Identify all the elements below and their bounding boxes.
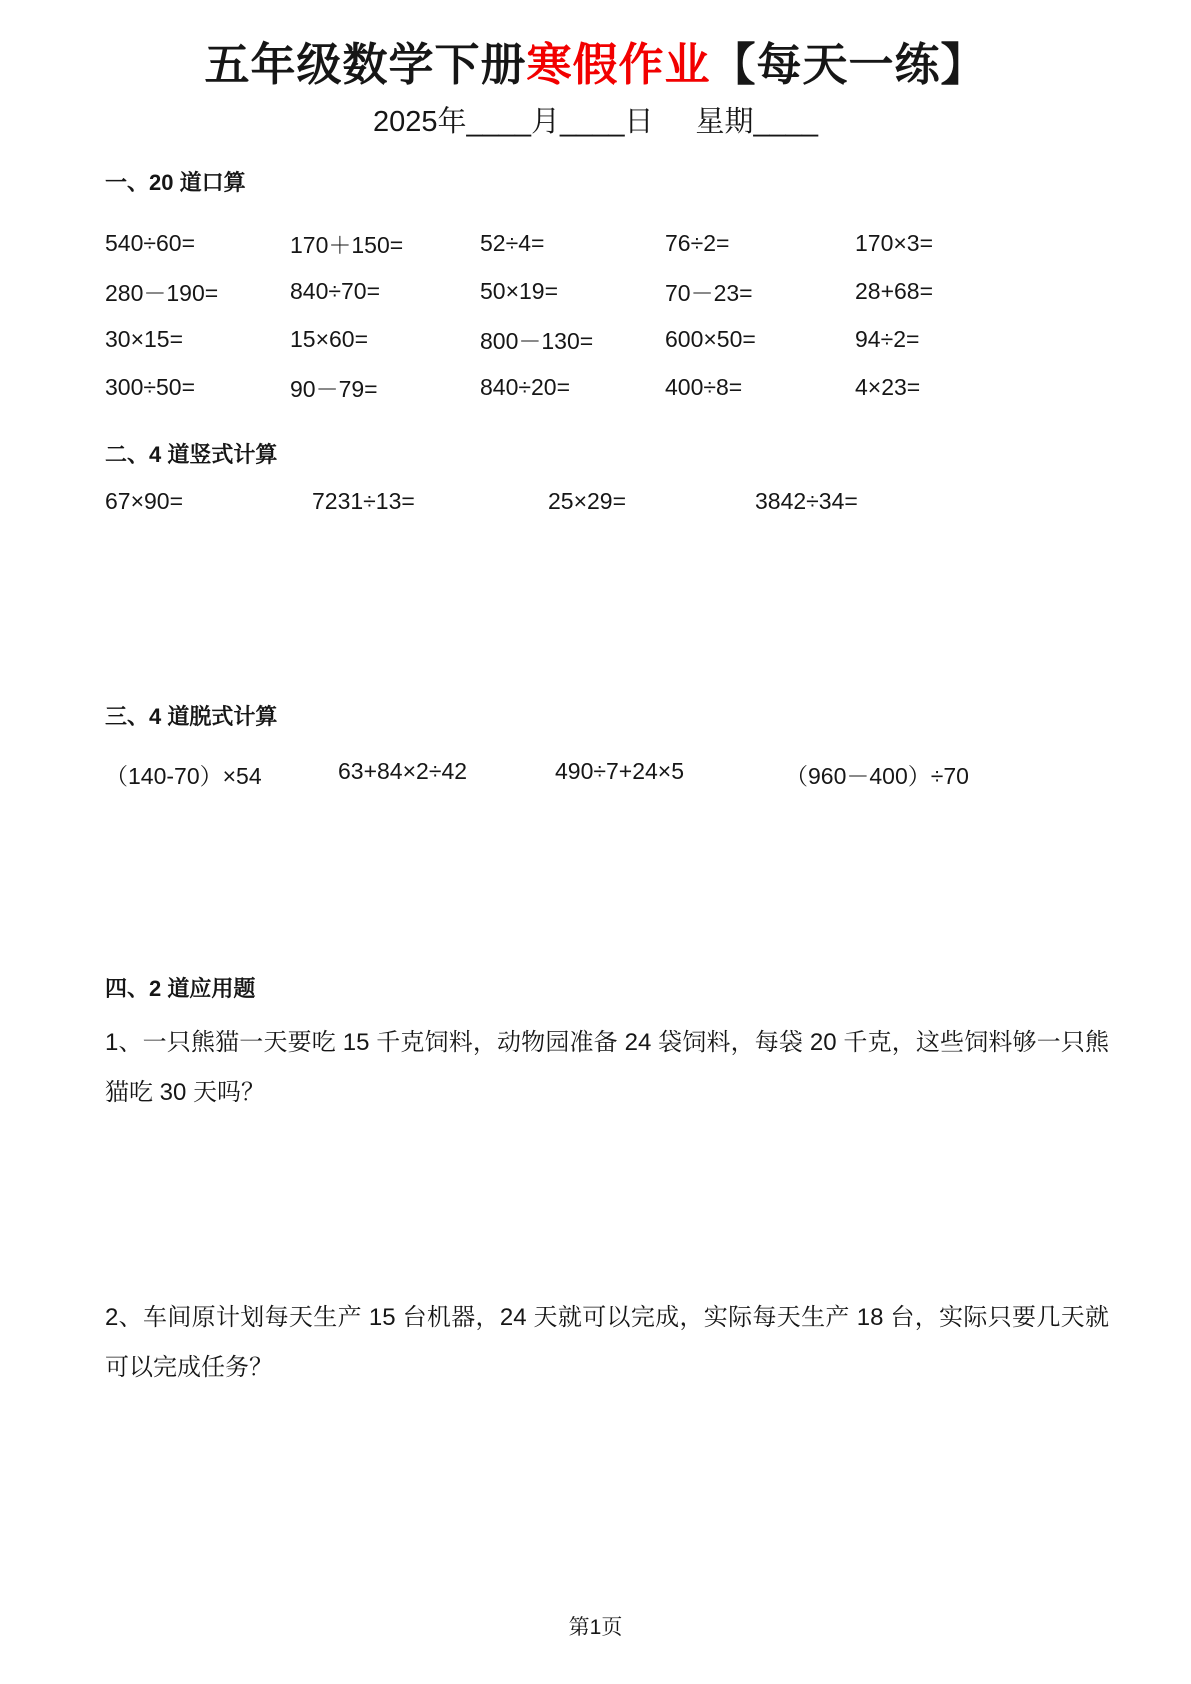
oral-problem: 52÷4= (480, 229, 545, 256)
date-fill-in: 2025年____月____日 (372, 106, 654, 138)
oral-problem: 76÷2= (665, 229, 730, 256)
section-heading-oral: 一、20 道口算 (105, 170, 246, 195)
oral-problem: 840÷20= (480, 373, 571, 400)
section-heading-word: 四、2 道应用题 (105, 976, 256, 1001)
oral-problem: 280－190= (105, 279, 219, 306)
oral-problem: 600×50= (665, 325, 756, 352)
oral-problem: 50×19= (480, 277, 559, 304)
oral-problems-grid (105, 219, 1115, 411)
oral-problem: 94÷2= (855, 325, 920, 352)
oral-problem: 300÷50= (105, 373, 196, 400)
oral-problem: 15×60= (290, 325, 369, 352)
word-problem-1: 1、一只熊猫一天要吃 15 千克饲料，动物园准备 24 袋饲料，每袋 20 千克，这些饲料够一只熊猫吃 30 天吗？ (105, 1029, 1109, 1106)
stepwise-problem: 490÷7+24×5 (555, 758, 685, 784)
title-part-left: 五年级数学下册 (204, 39, 527, 90)
page-number: 第1页 (568, 1616, 623, 1639)
oral-problem: 400÷8= (665, 373, 743, 400)
vertical-problem: 25×29= (548, 488, 627, 514)
section-heading-stepwise: 三、4 道脱式计算 (105, 704, 278, 729)
section-heading-vertical: 二、4 道竖式计算 (105, 442, 278, 467)
oral-problem: 30×15= (105, 325, 184, 352)
oral-problem: 90－79= (290, 375, 378, 402)
oral-problem: 840÷70= (290, 277, 381, 304)
vertical-problem: 7231÷13= (312, 488, 415, 514)
oral-problem: 170×3= (855, 229, 934, 256)
page-title (0, 28, 1191, 93)
stepwise-problem: （140-70）×54 (105, 763, 262, 789)
vertical-problem: 67×90= (105, 488, 184, 514)
word-problem-2: 2、车间原计划每天生产 15 台机器，24 天就可以完成，实际每天生产 18 台，实际只要几天就可以完成任务？ (105, 1304, 1109, 1381)
oral-problem: 28+68= (855, 277, 934, 304)
weekday-fill-in: 星期____ (695, 106, 819, 138)
stepwise-problem: （960－400）÷70 (785, 763, 969, 789)
oral-problem: 540÷60= (105, 229, 196, 256)
oral-problem: 170＋150= (290, 231, 404, 258)
oral-problem: 800－130= (480, 327, 594, 354)
oral-problem: 4×23= (855, 373, 921, 400)
title-part-red: 寒假作业 (526, 39, 711, 90)
date-line (0, 99, 1191, 140)
stepwise-problem: 63+84×2÷42 (338, 758, 468, 784)
oral-problem: 70－23= (665, 279, 753, 306)
vertical-problem: 3842÷34= (755, 488, 858, 514)
title-part-right: 【每天一练】 (710, 39, 987, 90)
